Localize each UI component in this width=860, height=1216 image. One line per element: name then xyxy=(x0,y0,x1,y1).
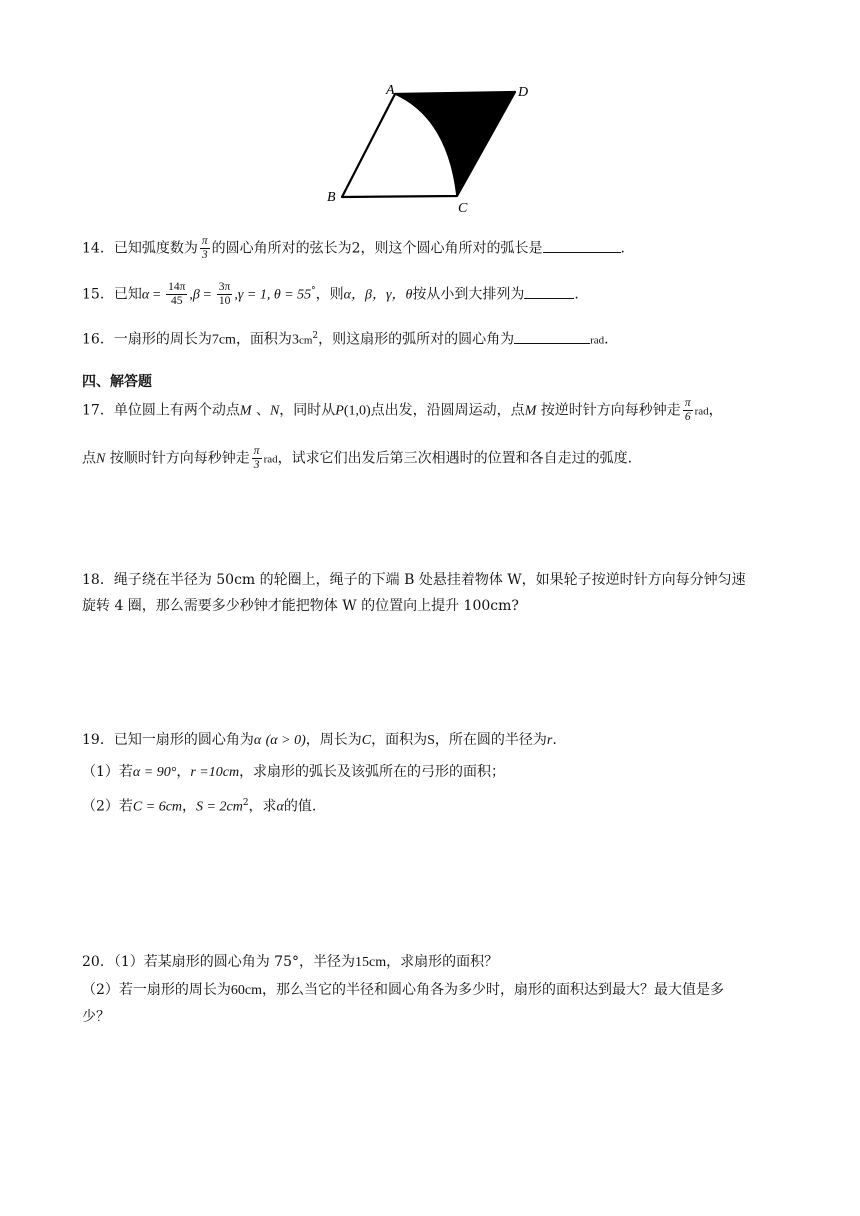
q16-text-1: 一扇形的周长为 xyxy=(113,331,212,348)
q15-answer-blank[interactable] xyxy=(524,286,574,299)
q17-point-m: M xyxy=(239,403,252,419)
q15-text-2: ，则 xyxy=(315,286,344,303)
q19-p2-exp: 2 xyxy=(242,798,249,808)
q17-frac-2 xyxy=(252,445,262,472)
q16-area-exp: 2 xyxy=(312,331,319,341)
q15-eq-2: = xyxy=(199,287,215,303)
q17-text-2: ，同时从 xyxy=(279,402,336,419)
q19-r: r xyxy=(546,733,553,748)
q19-p2-text-2: 的值. xyxy=(283,798,317,815)
q14-end: . xyxy=(620,240,625,257)
q19-p2-label: （2）若 xyxy=(82,798,133,815)
q15-text-3: 按从小到大排列为 xyxy=(412,286,525,303)
q16-answer-blank[interactable] xyxy=(514,331,590,344)
q17-point-m-2: M xyxy=(524,403,537,419)
question-17-line-2 xyxy=(82,445,632,472)
q16-area-value: 3 xyxy=(291,332,299,348)
q20-text-1: 20．（1）若某扇形的圆心角为 75°，半径为 xyxy=(82,954,355,970)
q17-text-3: 点出发，沿圆周运动，点 xyxy=(370,402,525,419)
q19-p1-sep: ， xyxy=(176,764,191,780)
q19-number: 19． xyxy=(82,732,114,748)
question-20-line-1 xyxy=(82,952,498,973)
q15-degree: ° xyxy=(311,286,316,296)
q19-alpha: α xyxy=(253,733,262,748)
q20-text-2: ，求扇形的面积？ xyxy=(386,954,499,970)
q17-f1-den: 6 xyxy=(684,411,691,423)
q16-text-2: ，面积为 xyxy=(235,331,292,348)
q15-text-1: 已知 xyxy=(113,286,142,303)
q14-frac-num: π xyxy=(201,235,208,247)
q19-condition: (α > 0) xyxy=(265,733,306,748)
q14-text-2: 的圆心角所对的弦长为 xyxy=(211,240,352,257)
label-a: A xyxy=(386,83,395,98)
section-title: 四、解答题 xyxy=(82,374,152,390)
q19-text-4: ，所在圆的半径为 xyxy=(434,732,547,748)
q19-p2-text-1: ，求 xyxy=(248,798,277,815)
q19-text-3: ，面积为 xyxy=(371,732,428,748)
q14-frac-den: 3 xyxy=(201,249,208,261)
q16-unit: rad xyxy=(590,334,605,347)
q20-text-4: ，那么当它的半径和圆心角各为多少时，扇形的面积达到最大？最大值是多 xyxy=(262,982,725,998)
q16-end: . xyxy=(604,331,609,348)
q19-p1-label: （1）若 xyxy=(82,764,133,780)
q15-a-den: 45 xyxy=(171,295,183,308)
q15-beta: β xyxy=(192,287,200,303)
rhombus-sector-figure xyxy=(320,78,550,218)
q14-number: 14． xyxy=(82,240,114,257)
q17-sep: 、 xyxy=(255,402,270,419)
question-19-part-1 xyxy=(82,762,505,783)
label-b: B xyxy=(327,190,336,205)
q19-p1-text: ，求扇形的弧长及该弧所在的弓形的面积； xyxy=(239,764,506,780)
question-18-line-1: 18．绳子绕在半径为 50cm 的轮圈上，绳子的下端 B 处悬挂着物体 W，如果轮子按逆时针方向每分钟匀速 xyxy=(82,572,746,588)
q17-point-n: N xyxy=(269,403,280,419)
q14-text-3: ，则这个圆心角所对的弧长是 xyxy=(360,240,543,257)
question-20-line-2 xyxy=(82,980,724,1001)
q19-p2-eq-2: S = 2cm xyxy=(196,799,243,815)
q15-frac-alpha xyxy=(166,281,187,308)
q17-f1-num: π xyxy=(684,397,691,409)
q17-f2-num: π xyxy=(253,445,260,457)
q17-text-5: 点 xyxy=(82,450,96,467)
q15-b-num: 3π xyxy=(218,281,231,294)
q16-text-3: ，则这扇形的弧所对的圆心角为 xyxy=(318,331,515,348)
q17-point-coords: (1,0) xyxy=(343,403,371,419)
q17-f2-den: 3 xyxy=(253,459,260,471)
q14-fraction xyxy=(200,235,210,262)
q19-text-1: 已知一扇形的圆心角为 xyxy=(113,732,254,748)
question-14 xyxy=(82,235,625,262)
question-16 xyxy=(82,326,609,351)
q17-text-6: 按顺时针方向每秒钟走 xyxy=(109,450,250,467)
q17-text-4: 按逆时针方向每秒钟走 xyxy=(540,402,681,419)
q15-b-den: 10 xyxy=(218,295,231,308)
q16-perimeter-value: 7 xyxy=(211,332,219,348)
q20-perimeter: 60cm xyxy=(230,983,263,998)
q14-value: 2 xyxy=(351,240,361,257)
q17-comma: ， xyxy=(708,402,723,419)
q15-gamma-theta: γ = 1, θ = 55 xyxy=(237,287,312,303)
q19-end: . xyxy=(552,732,557,748)
q20-radius: 15cm xyxy=(355,955,387,970)
q16-area-unit: cm xyxy=(298,334,313,347)
q20-text-3: （2）若一扇形的周长为 xyxy=(82,982,231,998)
q17-number: 17． xyxy=(82,402,114,419)
q15-number: 15． xyxy=(82,286,114,303)
q19-s: S xyxy=(427,733,435,748)
q15-list: α，β，γ，θ xyxy=(343,287,413,303)
q15-a-num: 14π xyxy=(168,281,186,294)
q16-number: 16． xyxy=(82,331,114,348)
question-20-line-3: 少？ xyxy=(82,1009,110,1025)
q17-unit-1: rad xyxy=(694,405,709,418)
q17-point-p: P xyxy=(335,403,344,419)
q19-p1-eq-1: α = 90° xyxy=(132,765,177,780)
q17-text-1: 单位圆上有两个动点 xyxy=(113,402,240,419)
q19-c: C xyxy=(361,733,372,748)
q15-end: . xyxy=(574,286,579,303)
question-17-line-1 xyxy=(82,397,723,424)
q17-point-n-2: N xyxy=(96,451,106,467)
q17-frac-1 xyxy=(683,397,693,424)
q17-unit-2: rad xyxy=(263,453,278,466)
q19-text-2: ，周长为 xyxy=(305,732,362,748)
question-18-line-2: 旋转 4 圈，那么需要多少秒钟才能把物体 W 的位置向上提升 100cm? xyxy=(82,598,519,614)
q15-alpha: α xyxy=(141,287,150,303)
q14-text-1: 已知弧度数为 xyxy=(113,240,198,257)
q17-text-7: ，试求它们出发后第三次相遇时的位置和各自走过的弧度. xyxy=(277,450,633,467)
q19-p1-eq-2: r =10cm xyxy=(190,765,240,780)
q15-eq-1: = xyxy=(149,287,165,303)
q14-answer-blank[interactable] xyxy=(543,240,621,253)
q15-frac-beta xyxy=(217,281,233,308)
q16-perimeter-unit: cm xyxy=(218,332,236,348)
question-19-line-1 xyxy=(82,730,557,751)
q19-p2-sep: ， xyxy=(182,798,197,815)
label-c: C xyxy=(458,201,468,216)
q19-p2-eq-1: C = 6cm xyxy=(132,799,183,815)
question-15: 15．已知α = $\frac{14\pi}{45}$ ,β = $\frac{3\pi}{10}$ ,γ = 1, θ = 55°，则α，β，γ，θ按从小到大排列为 . xyxy=(82,281,579,308)
question-19-part-2 xyxy=(82,793,316,818)
label-d: D xyxy=(518,85,529,100)
q19-p2-alpha: α xyxy=(276,799,284,815)
